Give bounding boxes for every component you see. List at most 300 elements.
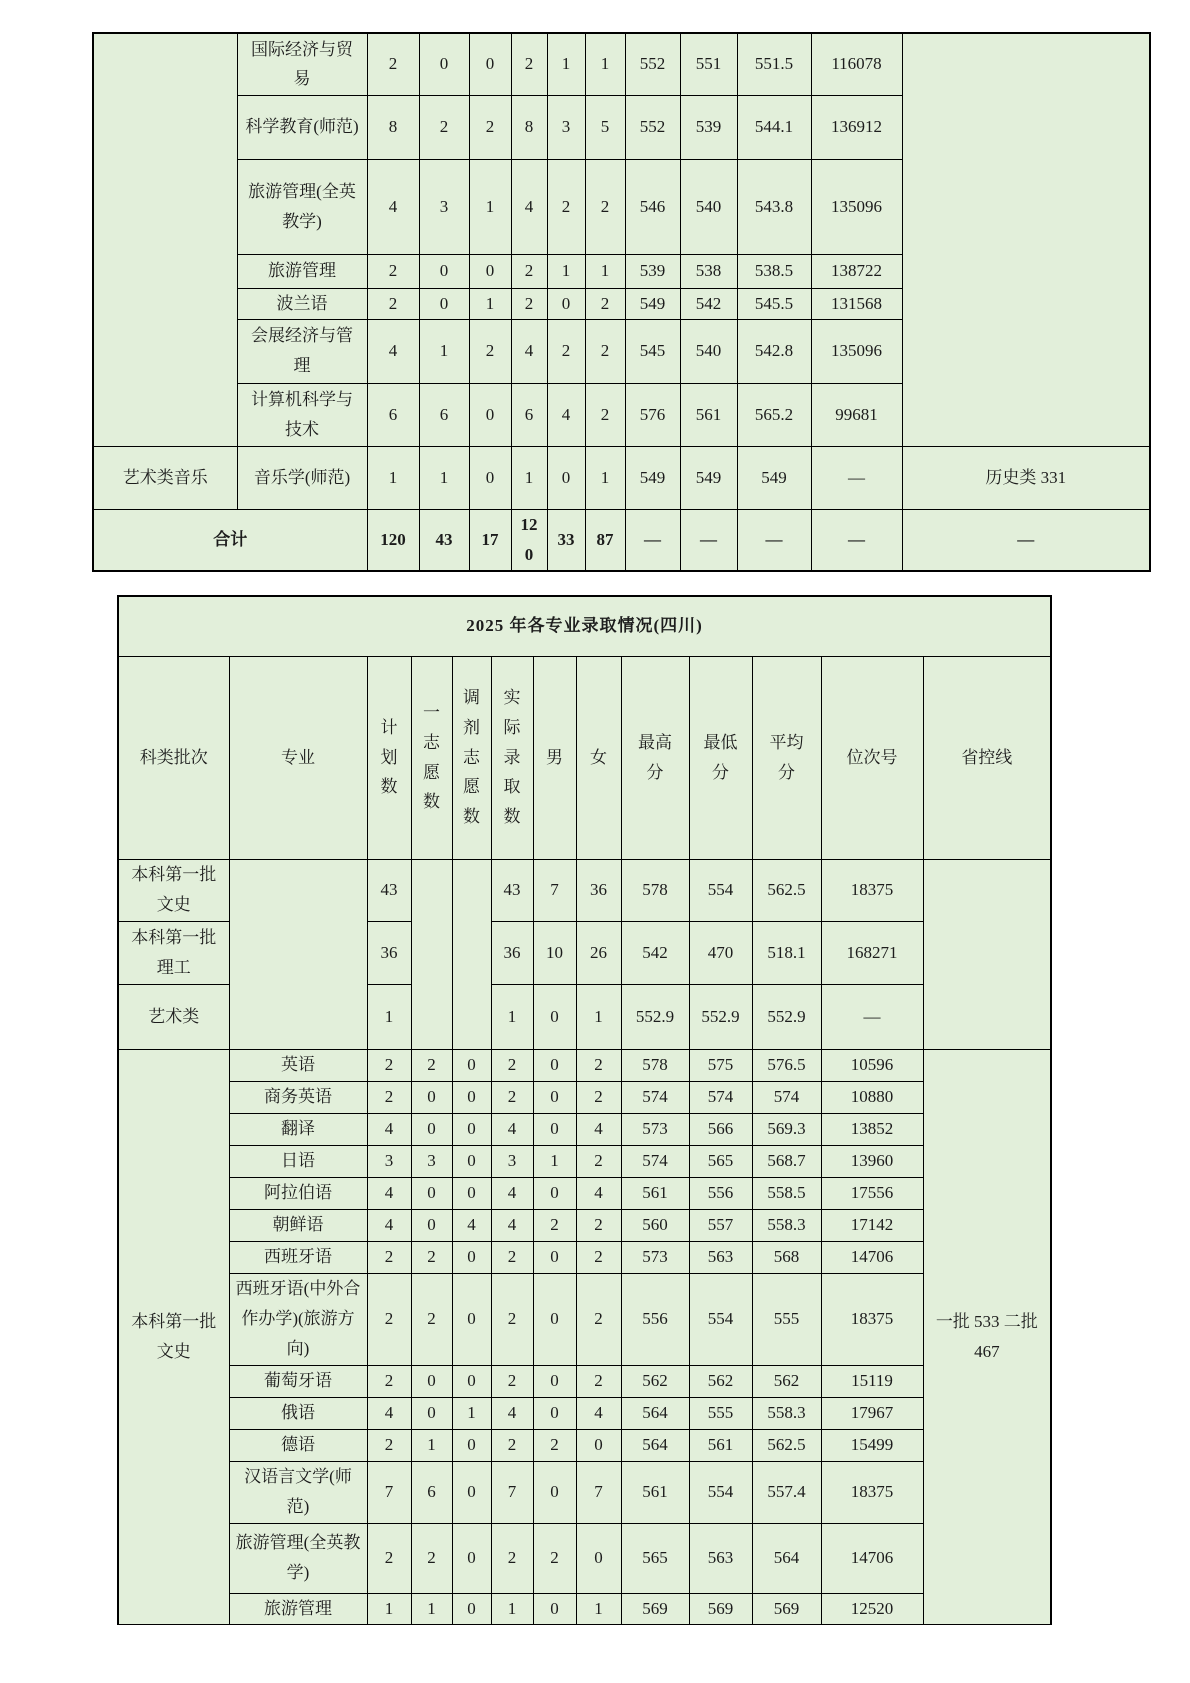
min-score-cell: 470 [689, 921, 752, 984]
plan-cell: 4 [367, 1397, 411, 1429]
header-label: 一志愿数 [422, 703, 440, 812]
header-label: 最高分 [638, 732, 672, 782]
female-cell: 2 [576, 1365, 621, 1397]
first-choice-cell: 0 [419, 288, 469, 319]
rank-cell: 15499 [821, 1429, 923, 1461]
female-cell: 2 [576, 1081, 621, 1113]
first-choice-cell: 0 [411, 1113, 452, 1145]
total-label-cell: 合计 [93, 509, 367, 571]
avg-score-cell: 558.5 [752, 1177, 821, 1209]
first-choice-cell: 6 [419, 383, 469, 446]
category-cell: 艺术类音乐 [93, 446, 237, 509]
adjusted-cell: 1 [452, 1397, 491, 1429]
enrolled-cell: 2 [491, 1049, 533, 1081]
max-score-cell: 546 [625, 159, 680, 254]
avg-score-cell: 576.5 [752, 1049, 821, 1081]
rank-cell: — [821, 984, 923, 1049]
male-cell: 2 [533, 1209, 576, 1241]
adjusted-cell: 0 [452, 1177, 491, 1209]
table-row [93, 446, 1150, 509]
female-cell: 5 [585, 95, 625, 159]
table-row [118, 1461, 1051, 1523]
male-cell: 4 [547, 383, 585, 446]
header-label: 实际录取数 [503, 688, 521, 827]
rank-cell: 14706 [821, 1523, 923, 1593]
first-choice-cell: 1 [419, 446, 469, 509]
plan-cell: 2 [367, 1365, 411, 1397]
max-score-cell: 552.9 [621, 984, 689, 1049]
male-cell: 1 [547, 33, 585, 95]
male-cell: 2 [547, 319, 585, 383]
max-score-cell: 573 [621, 1113, 689, 1145]
plan-cell: 4 [367, 1209, 411, 1241]
enrolled-cell: 4 [511, 319, 547, 383]
column-header-12: 位次号 [821, 656, 923, 859]
column-header-5 [452, 656, 491, 859]
plan-cell: 2 [367, 1241, 411, 1273]
rank-cell: 116078 [811, 33, 902, 95]
avg-score-cell: 549 [737, 446, 811, 509]
first-choice-cell: 2 [411, 1241, 452, 1273]
enrolled-cell: 36 [491, 921, 533, 984]
table-row [118, 1113, 1051, 1145]
avg-score-cell: 562.5 [752, 1429, 821, 1461]
rank-cell: 12520 [821, 1593, 923, 1624]
rank-cell: 10880 [821, 1081, 923, 1113]
column-header-9 [621, 656, 689, 859]
rank-cell: 10596 [821, 1049, 923, 1081]
first-choice-cell: 6 [411, 1461, 452, 1523]
max-score-cell: 560 [621, 1209, 689, 1241]
female-total-cell: 87 [585, 509, 625, 571]
avg-score-cell: 569 [752, 1593, 821, 1624]
first-choice-cell: 0 [419, 33, 469, 95]
category-cell: 艺术类 [118, 984, 229, 1049]
male-cell: 0 [533, 1365, 576, 1397]
max-score-cell: 552 [625, 95, 680, 159]
adjusted-cell: 0 [469, 446, 511, 509]
rank-cell: 99681 [811, 383, 902, 446]
male-cell: 0 [533, 1461, 576, 1523]
rank-cell: 17967 [821, 1397, 923, 1429]
column-header-11 [752, 656, 821, 859]
min-score-cell: 538 [680, 254, 737, 288]
plan-cell: 1 [367, 984, 411, 1049]
min-score-cell: 569 [689, 1593, 752, 1624]
batch-row [118, 859, 1051, 921]
adjusted-cell: 1 [469, 288, 511, 319]
first-choice-cell: 0 [419, 254, 469, 288]
adjusted-cell: 0 [452, 1145, 491, 1177]
first-choice-cell: 2 [419, 95, 469, 159]
category-cell: 本科第一批文史 [118, 859, 229, 921]
male-cell: 0 [533, 1397, 576, 1429]
enrolled-cell: 7 [491, 1461, 533, 1523]
column-header-1: 科类批次 [118, 656, 229, 859]
column-header-6 [491, 656, 533, 859]
plan-cell: 2 [367, 288, 419, 319]
female-cell: 1 [576, 984, 621, 1049]
table-row [93, 33, 1150, 95]
enrolled-cell: 1 [491, 1593, 533, 1624]
plan-cell: 2 [367, 254, 419, 288]
adjusted-cell: 0 [452, 1049, 491, 1081]
plan-cell: 4 [367, 1177, 411, 1209]
adjusted-cell: 0 [452, 1593, 491, 1624]
max-score-cell: 542 [621, 921, 689, 984]
major-cell: 旅游管理 [237, 254, 367, 288]
max-score-cell: 574 [621, 1145, 689, 1177]
rank-cell: 17556 [821, 1177, 923, 1209]
male-cell: 0 [533, 1241, 576, 1273]
min-score-cell: 554 [689, 1461, 752, 1523]
adjusted-cell: 0 [452, 1113, 491, 1145]
max-score-cell: 564 [621, 1429, 689, 1461]
max-score-cell: 569 [621, 1593, 689, 1624]
rank-cell: 135096 [811, 159, 902, 254]
enrolled-cell: 4 [491, 1397, 533, 1429]
previous-page-continuation-table [92, 32, 1151, 572]
adjusted-cell: 0 [469, 33, 511, 95]
rank-cell: 131568 [811, 288, 902, 319]
plan-cell: 2 [367, 1081, 411, 1113]
max-score-cell: 545 [625, 319, 680, 383]
column-header-13: 省控线 [923, 656, 1051, 859]
enrolled-cell: 4 [511, 159, 547, 254]
column-header-4 [411, 656, 452, 859]
major-cell [229, 859, 367, 1049]
female-cell: 2 [585, 288, 625, 319]
first-choice-cell: 3 [411, 1145, 452, 1177]
female-cell: 4 [576, 1397, 621, 1429]
min-score-total-cell: — [680, 509, 737, 571]
plan-cell: 8 [367, 95, 419, 159]
table-row [118, 1145, 1051, 1177]
first-choice-cell [411, 859, 452, 1049]
first-choice-cell: 2 [411, 1049, 452, 1081]
major-cell: 汉语言文学(师范) [229, 1461, 367, 1523]
avg-score-cell: 568 [752, 1241, 821, 1273]
adjusted-cell: 0 [452, 1523, 491, 1593]
enrolled-cell: 2 [491, 1241, 533, 1273]
max-score-cell: 565 [621, 1523, 689, 1593]
table-row [118, 1429, 1051, 1461]
province-control-line-cell [902, 33, 1150, 446]
min-score-cell: 563 [689, 1241, 752, 1273]
female-cell: 1 [585, 33, 625, 95]
major-cell: 英语 [229, 1049, 367, 1081]
avg-score-cell: 558.3 [752, 1209, 821, 1241]
male-cell: 0 [547, 446, 585, 509]
max-score-cell: 556 [621, 1273, 689, 1365]
avg-score-cell: 555 [752, 1273, 821, 1365]
max-score-cell: 549 [625, 446, 680, 509]
female-cell: 2 [576, 1209, 621, 1241]
major-cell: 旅游管理(全英教学) [229, 1523, 367, 1593]
rank-cell: 18375 [821, 1273, 923, 1365]
female-cell: 2 [576, 1145, 621, 1177]
enrolled-cell: 2 [491, 1081, 533, 1113]
avg-score-cell: 564 [752, 1523, 821, 1593]
rank-cell: 138722 [811, 254, 902, 288]
plan-cell: 4 [367, 1113, 411, 1145]
category-cell: 本科第一批理工 [118, 921, 229, 984]
male-cell: 0 [533, 1273, 576, 1365]
major-cell: 葡萄牙语 [229, 1365, 367, 1397]
adjusted-cell: 0 [452, 1081, 491, 1113]
adjusted-cell: 0 [452, 1241, 491, 1273]
plan-cell: 1 [367, 446, 419, 509]
adjusted-cell: 0 [452, 1429, 491, 1461]
table-row [118, 1365, 1051, 1397]
male-cell: 0 [533, 984, 576, 1049]
min-score-cell: 555 [689, 1397, 752, 1429]
female-cell: 0 [576, 1523, 621, 1593]
rank-cell: 13960 [821, 1145, 923, 1177]
male-cell: 2 [533, 1523, 576, 1593]
adjusted-total-cell: 17 [469, 509, 511, 571]
min-score-cell: 540 [680, 159, 737, 254]
enrolled-cell: 2 [491, 1429, 533, 1461]
enrolled-cell: 1 [491, 984, 533, 1049]
min-score-cell: 551 [680, 33, 737, 95]
first-choice-cell: 2 [411, 1273, 452, 1365]
adjusted-cell: 2 [469, 95, 511, 159]
rank-cell: 168271 [821, 921, 923, 984]
max-score-total-cell: — [625, 509, 680, 571]
min-score-cell: 566 [689, 1113, 752, 1145]
min-score-cell: 542 [680, 288, 737, 319]
major-cell: 俄语 [229, 1397, 367, 1429]
avg-score-cell: 544.1 [737, 95, 811, 159]
first-choice-cell: 1 [411, 1593, 452, 1624]
min-score-cell: 549 [680, 446, 737, 509]
major-cell: 日语 [229, 1145, 367, 1177]
plan-cell: 3 [367, 1145, 411, 1177]
header-label: 计划数 [380, 717, 398, 797]
male-cell: 0 [533, 1049, 576, 1081]
min-score-cell: 556 [689, 1177, 752, 1209]
male-cell: 1 [547, 254, 585, 288]
male-cell: 7 [533, 859, 576, 921]
major-cell: 西班牙语(中外合作办学)(旅游方向) [229, 1273, 367, 1365]
enrolled-cell: 43 [491, 859, 533, 921]
min-score-cell: 562 [689, 1365, 752, 1397]
min-score-cell: 563 [689, 1523, 752, 1593]
female-cell: 26 [576, 921, 621, 984]
avg-score-cell: 543.8 [737, 159, 811, 254]
min-score-cell: 565 [689, 1145, 752, 1177]
adjusted-cell: 0 [452, 1365, 491, 1397]
min-score-cell: 539 [680, 95, 737, 159]
major-cell: 计算机科学与技术 [237, 383, 367, 446]
enrolled-cell: 2 [491, 1365, 533, 1397]
adjusted-cell: 4 [452, 1209, 491, 1241]
adjusted-cell: 2 [469, 319, 511, 383]
header-label: 最低分 [703, 732, 738, 782]
adjusted-cell: 0 [452, 1461, 491, 1523]
header-row [118, 656, 1051, 859]
first-choice-cell: 3 [419, 159, 469, 254]
major-cell: 波兰语 [237, 288, 367, 319]
avg-score-cell: 574 [752, 1081, 821, 1113]
province-control-line-cell [923, 859, 1051, 1049]
column-header-2: 专业 [229, 656, 367, 859]
plan-cell: 2 [367, 1523, 411, 1593]
male-cell: 1 [533, 1145, 576, 1177]
enrolled-cell: 4 [491, 1113, 533, 1145]
first-choice-cell: 2 [411, 1523, 452, 1593]
first-choice-cell: 1 [411, 1429, 452, 1461]
max-score-cell: 561 [621, 1177, 689, 1209]
header-label: 平均分 [769, 732, 804, 782]
max-score-cell: 576 [625, 383, 680, 446]
first-choice-cell: 0 [411, 1397, 452, 1429]
sichuan-admissions-table [117, 595, 1052, 1625]
major-cell: 国际经济与贸易 [237, 33, 367, 95]
table-row [118, 1049, 1051, 1081]
avg-score-cell: 558.3 [752, 1397, 821, 1429]
plan-cell: 36 [367, 921, 411, 984]
column-header-7: 男 [533, 656, 576, 859]
male-cell: 10 [533, 921, 576, 984]
avg-score-cell: 552.9 [752, 984, 821, 1049]
avg-score-cell: 565.2 [737, 383, 811, 446]
total-row [93, 509, 1150, 571]
first-choice-total-cell: 43 [419, 509, 469, 571]
male-cell: 0 [533, 1593, 576, 1624]
first-choice-cell: 0 [411, 1177, 452, 1209]
max-score-cell: 564 [621, 1397, 689, 1429]
plan-cell: 1 [367, 1593, 411, 1624]
enrolled-cell: 3 [491, 1145, 533, 1177]
category-cell: 本科第一批文史 [118, 1049, 229, 1624]
rank-cell: 135096 [811, 319, 902, 383]
table-title: 2025 年各专业录取情况(四川) [118, 596, 1051, 656]
major-cell: 音乐学(师范) [237, 446, 367, 509]
first-choice-cell: 0 [411, 1209, 452, 1241]
enrolled-cell: 1 [511, 446, 547, 509]
min-score-cell: 552.9 [689, 984, 752, 1049]
male-cell: 0 [547, 288, 585, 319]
table-row [118, 1523, 1051, 1593]
rank-cell: 136912 [811, 95, 902, 159]
table-row [118, 1593, 1051, 1624]
female-cell: 2 [585, 319, 625, 383]
min-score-cell: 554 [689, 859, 752, 921]
enrolled-cell: 6 [511, 383, 547, 446]
major-cell: 旅游管理(全英教学) [237, 159, 367, 254]
rank-cell: 13852 [821, 1113, 923, 1145]
male-cell: 0 [533, 1081, 576, 1113]
enrolled-cell: 4 [491, 1209, 533, 1241]
avg-score-cell: 518.1 [752, 921, 821, 984]
column-header-10 [689, 656, 752, 859]
table-row [118, 1177, 1051, 1209]
male-cell: 0 [533, 1177, 576, 1209]
max-score-cell: 552 [625, 33, 680, 95]
female-cell: 2 [576, 1049, 621, 1081]
female-cell: 2 [576, 1273, 621, 1365]
plan-total-cell: 120 [367, 509, 419, 571]
female-cell: 1 [576, 1593, 621, 1624]
enrolled-cell: 8 [511, 95, 547, 159]
major-cell: 科学教育(师范) [237, 95, 367, 159]
province-control-line-cell: 历史类 331 [902, 446, 1150, 509]
max-score-cell: 539 [625, 254, 680, 288]
male-cell: 0 [533, 1113, 576, 1145]
adjusted-cell: 0 [469, 383, 511, 446]
female-cell: 2 [585, 159, 625, 254]
min-score-cell: 561 [680, 383, 737, 446]
plan-cell: 2 [367, 1429, 411, 1461]
enrolled-cell: 2 [511, 288, 547, 319]
rank-cell: 15119 [821, 1365, 923, 1397]
table-row [118, 1273, 1051, 1365]
max-score-cell: 562 [621, 1365, 689, 1397]
male-cell: 3 [547, 95, 585, 159]
enrolled-cell: 2 [491, 1273, 533, 1365]
min-score-cell: 574 [689, 1081, 752, 1113]
rank-cell: — [811, 446, 902, 509]
plan-cell: 7 [367, 1461, 411, 1523]
plan-cell: 2 [367, 33, 419, 95]
min-score-cell: 575 [689, 1049, 752, 1081]
column-header-3 [367, 656, 411, 859]
province-control-line-cell: 一批 533 二批 467 [923, 1049, 1051, 1624]
avg-score-total-cell: — [737, 509, 811, 571]
first-choice-cell: 0 [411, 1081, 452, 1113]
max-score-cell: 561 [621, 1461, 689, 1523]
min-score-cell: 554 [689, 1273, 752, 1365]
plan-cell: 2 [367, 1049, 411, 1081]
plan-cell: 4 [367, 319, 419, 383]
avg-score-cell: 545.5 [737, 288, 811, 319]
column-header-8: 女 [576, 656, 621, 859]
adjusted-cell: 0 [469, 254, 511, 288]
header-label: 调剂志愿数 [462, 688, 480, 827]
rank-total-cell: — [811, 509, 902, 571]
max-score-cell: 573 [621, 1241, 689, 1273]
avg-score-cell: 569.3 [752, 1113, 821, 1145]
avg-score-cell: 538.5 [737, 254, 811, 288]
first-choice-cell: 1 [419, 319, 469, 383]
major-cell: 会展经济与管理 [237, 319, 367, 383]
first-choice-cell: 0 [411, 1365, 452, 1397]
male-total-cell: 33 [547, 509, 585, 571]
min-score-cell: 557 [689, 1209, 752, 1241]
adjusted-cell: 1 [469, 159, 511, 254]
max-score-cell: 578 [621, 859, 689, 921]
max-score-cell: 574 [621, 1081, 689, 1113]
table-row [118, 1241, 1051, 1273]
table-row [118, 1397, 1051, 1429]
enrolled-cell: 4 [491, 1177, 533, 1209]
enrolled-cell: 2 [511, 33, 547, 95]
female-cell: 4 [576, 1177, 621, 1209]
avg-score-cell: 562 [752, 1365, 821, 1397]
table-row [118, 1209, 1051, 1241]
table-row [118, 1081, 1051, 1113]
category-cell [93, 33, 237, 446]
female-cell: 2 [585, 383, 625, 446]
province-control-line-cell: — [902, 509, 1150, 571]
major-cell: 西班牙语 [229, 1241, 367, 1273]
female-cell: 2 [576, 1241, 621, 1273]
female-cell: 36 [576, 859, 621, 921]
major-cell: 翻译 [229, 1113, 367, 1145]
major-cell: 商务英语 [229, 1081, 367, 1113]
